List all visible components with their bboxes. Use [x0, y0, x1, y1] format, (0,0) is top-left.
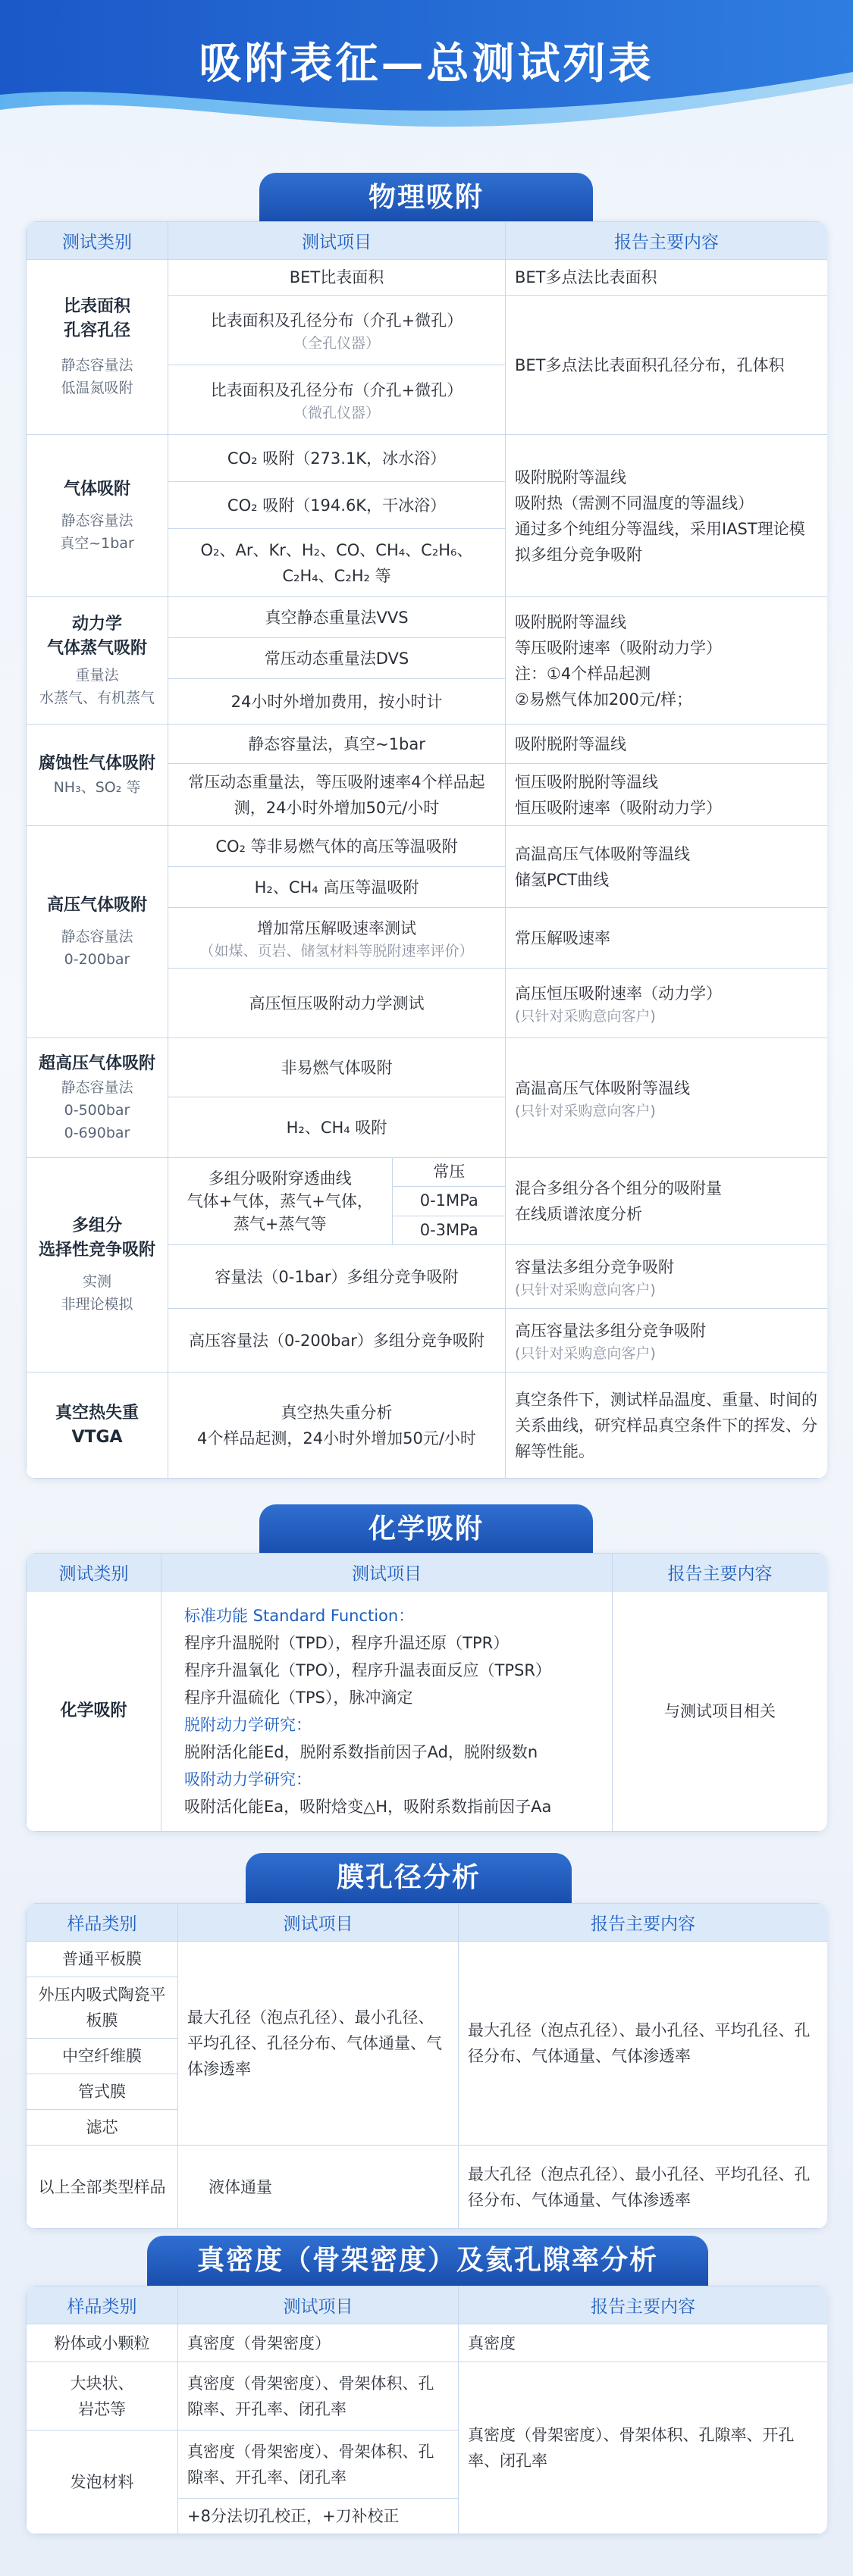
item-foam-correction: +8分法切孔校正，+刀补校正	[178, 2499, 459, 2534]
standard-function-heading: 标准功能 Standard Function：	[184, 1607, 415, 1625]
multi-subtable	[168, 1158, 506, 1244]
col-header-category: 测试类别	[27, 1554, 162, 1592]
sample-foam: 发泡材料	[27, 2430, 178, 2534]
table-row	[27, 2362, 828, 2430]
col-header-item: 测试项目	[178, 2286, 459, 2324]
category-corrosive: 腐蚀性气体吸附 NH₃、SO₂ 等	[27, 725, 168, 826]
sample-ceramic-membrane: 外压内吸式陶瓷平板膜	[27, 1977, 178, 2039]
item-multi-highp: 高压容量法（0-200bar）多组分竞争吸附	[168, 1309, 506, 1373]
col-header-report: 报告主要内容	[506, 222, 828, 260]
item-membrane-pore: 最大孔径（泡点孔径）、最小孔径、平均孔径、孔径分布、气体通量、气体渗透率	[178, 1942, 459, 2146]
item-foam-density: 真密度（骨架密度）、骨架体积、孔隙率、开孔率、闭孔率	[178, 2430, 459, 2499]
item-vvs: 真空静态重量法VVS	[168, 597, 506, 638]
category-high-pressure: 高压气体吸附 静态容量法 0-200bar	[27, 826, 168, 1038]
item-corrosive-static: 静态容量法，真空~1bar	[168, 725, 506, 764]
section-tab-chemical: 化学吸附	[259, 1504, 593, 1554]
report-gas: 吸附脱附等温线 吸附热（需测不同温度的等温线） 通过多个纯组分等温线，采用IAST理论模拟多组分竞争吸附	[506, 435, 828, 597]
item-corrosive-dynamic: 常压动态重量法，等压吸附速率4个样品起测，24小时外增加50元/小时	[168, 764, 506, 826]
table-header-row	[27, 1904, 828, 1942]
col-header-category: 测试类别	[27, 222, 168, 260]
report-liquid-flux: 最大孔径（泡点孔径）、最小孔径、平均孔径、孔径分布、气体通量、气体渗透率	[459, 2146, 828, 2229]
col-header-report: 报告主要内容	[613, 1554, 828, 1592]
report-multi-3: 高压容量法多组分竞争吸附 (只针对采购意向客户)	[506, 1309, 828, 1373]
pressure-3mpa: 0-3MPa	[419, 1220, 478, 1239]
category-vapor: 动力学 气体蒸气吸附 重量法 水蒸气、有机蒸气	[27, 597, 168, 725]
table-row	[27, 1038, 828, 1097]
report-corrosive-2: 恒压吸附脱附等温线 恒压吸附速率（吸附动力学）	[506, 764, 828, 826]
table-row	[27, 435, 828, 482]
item-dvs: 常压动态重量法DVS	[168, 638, 506, 679]
report-bet-2: BET多点法比表面积孔径分布，孔体积	[506, 296, 828, 435]
sample-filter-element: 滤芯	[27, 2110, 178, 2146]
item-bet-full: 比表面积及孔径分布（介孔+微孔） （全孔仪器）	[168, 296, 506, 365]
col-header-sample: 样品类别	[27, 1904, 178, 1942]
table-row	[27, 1942, 828, 1977]
item-bet-surface: BET比表面积	[168, 260, 506, 296]
chemical-table	[26, 1553, 827, 1832]
sample-all-types: 以上全部类型样品	[27, 2146, 178, 2229]
item-multi-breakthrough	[168, 1158, 506, 1245]
adsorption-kinetics-heading: 吸附动力学研究：	[184, 1770, 312, 1789]
report-powder-density: 真密度	[459, 2324, 828, 2362]
col-header-sample: 样品类别	[27, 2286, 178, 2324]
section-tab-membrane: 膜孔径分析	[246, 1853, 572, 1903]
item-gases: O₂、Ar、Kr、H₂、CO、CH₄、C₂H₆、C₂H₄、C₂H₂ 等	[168, 529, 506, 597]
col-header-item: 测试项目	[168, 222, 506, 260]
item-multi-volumetric: 容量法（0-1bar）多组分竞争吸附	[168, 1245, 506, 1309]
col-header-report: 报告主要内容	[459, 1904, 828, 1942]
table-row	[27, 2146, 828, 2229]
header-banner	[0, 0, 853, 152]
report-multi-2: 容量法多组分竞争吸附 (只针对采购意向客户)	[506, 1245, 828, 1309]
table-row	[27, 597, 828, 638]
sample-tubular-membrane: 管式膜	[27, 2074, 178, 2110]
category-chemical: 化学吸附	[27, 1592, 162, 1832]
density-table	[26, 2286, 827, 2534]
item-highp-h2: H₂、CH₄ 高压等温吸附	[168, 867, 506, 908]
sample-bulk-core: 大块状、 岩芯等	[27, 2362, 178, 2430]
category-gas: 气体吸附 静态容量法 真空~1bar	[27, 435, 168, 597]
item-highp-kinetic: 高压恒压吸附动力学测试	[168, 969, 506, 1038]
table-row	[27, 1158, 828, 1245]
report-bet-1: BET多点法比表面积	[506, 260, 828, 296]
section-tab-density: 真密度（骨架密度）及氦孔隙率分析	[147, 2236, 708, 2286]
report-multi-1: 混合多组分各个组分的吸附量 在线质谱浓度分析	[506, 1158, 828, 1245]
table-header-row	[27, 2286, 828, 2324]
pressure-ambient: 常压	[392, 1158, 506, 1187]
item-ultra-h2: H₂、CH₄ 吸附	[168, 1097, 506, 1158]
category-vtga: 真空热失重 VTGA	[27, 1373, 168, 1479]
density-table-card	[26, 2286, 827, 2534]
report-corrosive-1: 吸附脱附等温线	[506, 725, 828, 764]
category-multi: 多组分 选择性竞争吸附 实测 非理论模拟	[27, 1158, 168, 1373]
item-bulk-density: 真密度（骨架密度）、骨架体积、孔隙率、开孔率、闭孔率	[178, 2362, 459, 2430]
item-vtga: 真空热失重分析 4个样品起测，24小时外增加50元/小时	[168, 1373, 506, 1479]
table-row	[27, 725, 828, 764]
item-chemical: 标准功能 Standard Function： 程序升温脱附（TPD），程序升温还原（TPR） 程序升温氧化（TPO），程序升温表面反应（TPSR） 程序升温硫化（TPS），脉冲滴定 脱附动力学研究： 脱附活化能Ed，脱附系数指前因子Ad，脱附级数n 吸附动力学研究： 吸附活化能Ea，吸附焓变△H，吸附系数指前因子Aa	[162, 1592, 613, 1832]
item-highp-desorb: 增加常压解吸速率测试 （如煤、页岩、储氢材料等脱附速率评价）	[168, 908, 506, 969]
section-tab-physical: 物理吸附	[259, 173, 593, 223]
physical-table	[26, 221, 827, 1479]
item-liquid-flux: 液体通量	[178, 2146, 459, 2229]
report-vtga: 真空条件下，测试样品温度、重量、时间的关系曲线，研究样品真空条件下的挥发、分解等性能。	[506, 1373, 828, 1479]
desorption-kinetics-heading: 脱附动力学研究：	[184, 1716, 312, 1734]
report-bulk-foam: 真密度（骨架密度）、骨架体积、孔隙率、开孔率、闭孔率	[459, 2362, 828, 2534]
table-row	[27, 1592, 828, 1832]
report-highp-1: 高温高压气体吸附等温线 储氢PCT曲线	[506, 826, 828, 908]
report-membrane-pore: 最大孔径（泡点孔径）、最小孔径、平均孔径、孔径分布、气体通量、气体渗透率	[459, 1942, 828, 2146]
item-highp-co2: CO₂ 等非易燃气体的高压等温吸附	[168, 826, 506, 867]
item-vapor-fee: 24小时外增加费用，按小时计	[168, 679, 506, 725]
page-title: 吸附表征—总测试列表	[199, 39, 654, 89]
item-bet-micro: 比表面积及孔径分布（介孔+微孔） （微孔仪器）	[168, 365, 506, 435]
report-highp-2: 常压解吸速率	[506, 908, 828, 969]
table-header-row	[27, 1554, 828, 1592]
item-ultra-nonflammable: 非易燃气体吸附	[168, 1038, 506, 1097]
table-row	[27, 1373, 828, 1479]
col-header-item: 测试项目	[178, 1904, 459, 1942]
table-row	[27, 2324, 828, 2362]
col-header-item: 测试项目	[162, 1554, 613, 1592]
table-row	[27, 826, 828, 867]
item-co2-194: CO₂ 吸附（194.6K，干冰浴）	[168, 482, 506, 529]
category-ultra-pressure: 超高压气体吸附 静态容量法 0-500bar 0-690bar	[27, 1038, 168, 1158]
report-highp-3: 高压恒压吸附速率（动力学） (只针对采购意向客户)	[506, 969, 828, 1038]
membrane-table	[26, 1903, 827, 2229]
sample-powder: 粉体或小颗粒	[27, 2324, 178, 2362]
item-co2-273: CO₂ 吸附（273.1K，冰水浴）	[168, 435, 506, 482]
membrane-table-card	[26, 1903, 827, 2229]
chemical-table-card	[26, 1553, 827, 1832]
col-header-report: 报告主要内容	[459, 2286, 828, 2324]
item-powder-density: 真密度（骨架密度）	[178, 2324, 459, 2362]
report-vapor: 吸附脱附等温线 等压吸附速率（吸附动力学） 注：①4个样品起测 ②易燃气体加200元/样；	[506, 597, 828, 725]
multi-breakthrough-text: 多组分吸附穿透曲线 气体+气体，蒸气+气体， 蒸气+蒸气等	[168, 1158, 392, 1244]
physical-table-card	[26, 221, 827, 1479]
category-bet: 比表面积 孔容孔径 静态容量法 低温氮吸附	[27, 260, 168, 435]
sample-hollow-fiber: 中空纤维膜	[27, 2039, 178, 2074]
sample-flat-membrane: 普通平板膜	[27, 1942, 178, 1977]
report-chemical: 与测试项目相关	[613, 1592, 828, 1832]
table-header-row	[27, 222, 828, 260]
report-ultra: 高温高压气体吸附等温线 (只针对采购意向客户)	[506, 1038, 828, 1158]
pressure-1mpa: 0-1MPa	[392, 1187, 506, 1216]
table-row	[27, 260, 828, 296]
